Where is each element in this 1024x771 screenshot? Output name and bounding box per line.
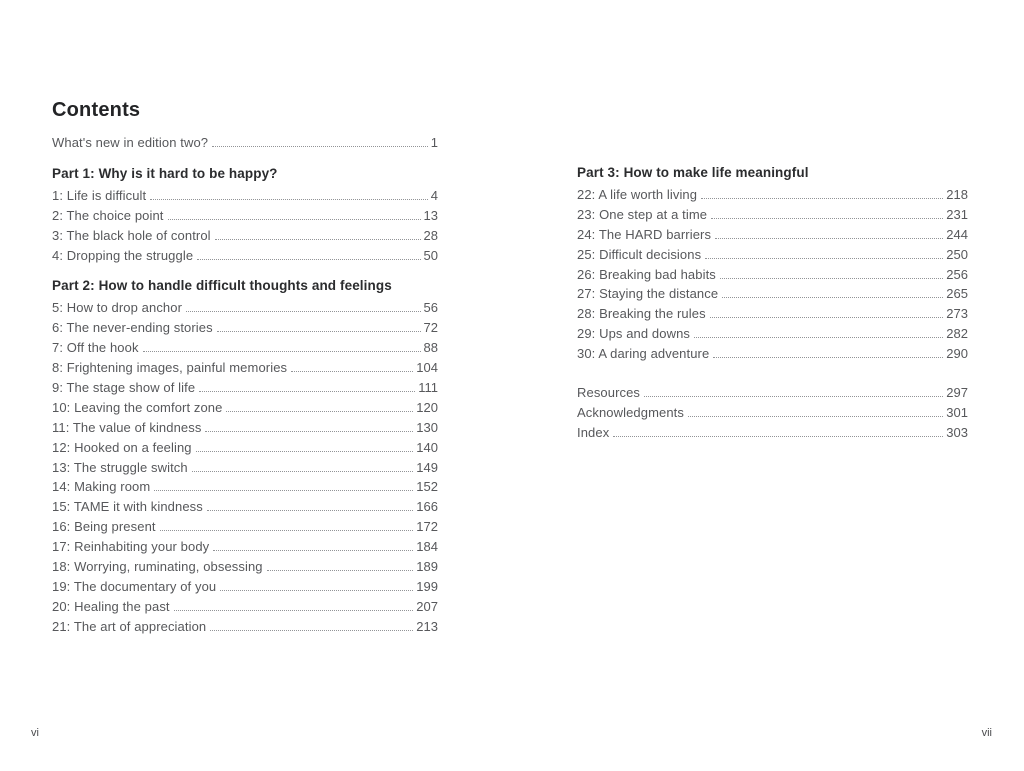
toc-left-sections <box>52 166 438 637</box>
toc-entry-title: 15: TAME it with kindness <box>52 499 203 515</box>
dot-leader <box>705 258 943 259</box>
dot-leader <box>210 630 413 631</box>
toc-entry-page: 213 <box>416 618 438 634</box>
toc-entry <box>52 378 438 398</box>
dot-leader <box>212 146 428 147</box>
toc-entry-page: 1 <box>430 135 438 150</box>
toc-entry-page: 218 <box>946 187 968 202</box>
toc-entry <box>52 246 438 266</box>
toc-entry <box>52 338 438 358</box>
toc-entry-title: 9: The stage show of life <box>52 380 196 396</box>
dot-leader <box>207 510 413 511</box>
toc-entry-page: 172 <box>416 519 438 535</box>
toc-entry-page: 56 <box>423 300 438 316</box>
toc-section <box>52 166 438 266</box>
dot-leader <box>267 570 414 571</box>
toc-entry-page: 273 <box>946 306 968 322</box>
toc-section <box>52 278 438 636</box>
toc-entry <box>577 344 968 364</box>
toc-entry <box>52 438 438 458</box>
dot-leader <box>688 416 943 417</box>
dot-leader <box>701 198 943 199</box>
toc-entry-page: 189 <box>416 559 438 575</box>
toc-entry-title: 17: Reinhabiting your body <box>52 539 210 555</box>
toc-entry <box>577 205 968 225</box>
toc-entry-title: 21: The art of appreciation <box>52 618 207 634</box>
toc-entry-page: 290 <box>946 346 968 362</box>
section-heading: Part 3: How to make life meaningful <box>577 165 809 180</box>
toc-entry-page: 231 <box>946 206 968 222</box>
toc-entry-title: 26: Breaking bad habits <box>577 266 716 282</box>
dot-leader <box>186 311 421 312</box>
dot-leader <box>150 199 428 200</box>
toc-entry-page: 140 <box>416 439 438 455</box>
toc-entry-title: 29: Ups and downs <box>577 326 690 342</box>
toc-entry <box>52 517 438 537</box>
toc-entry-title: 25: Difficult decisions <box>577 246 702 262</box>
toc-front-matter <box>52 133 438 153</box>
toc-entry-title: 13: The struggle switch <box>52 459 188 475</box>
toc-entry <box>577 284 968 304</box>
toc-entry-page: 130 <box>416 419 438 435</box>
dot-leader <box>694 337 943 338</box>
toc-entry <box>52 206 438 226</box>
dot-leader <box>711 218 943 219</box>
toc-entry <box>577 383 968 403</box>
toc-entry-title: What's new in edition two? <box>52 135 209 150</box>
toc-entry-page: 297 <box>946 385 968 401</box>
toc-entry <box>52 226 438 246</box>
toc-entry-title: 23: One step at a time <box>577 206 708 222</box>
dot-leader <box>174 610 414 611</box>
dot-leader <box>291 371 413 372</box>
toc-entry <box>577 225 968 245</box>
dot-leader <box>205 431 413 432</box>
toc-entry-title: 24: The HARD barriers <box>577 226 712 242</box>
toc-entry <box>52 458 438 478</box>
dot-leader <box>154 490 413 491</box>
dot-leader <box>143 351 421 352</box>
dot-leader <box>217 331 421 332</box>
toc-entry-title: 8: Frightening images, painful memories <box>52 360 288 376</box>
section-heading: Part 2: How to handle difficult thoughts and feelings <box>52 278 392 294</box>
toc-entry-page: 152 <box>416 479 438 495</box>
toc-entry-title: Resources <box>577 385 641 401</box>
toc-entry-page: 88 <box>423 340 438 356</box>
toc-entry-title: 7: Off the hook <box>52 340 139 356</box>
toc-entry <box>52 133 438 153</box>
toc-entry-title: 27: Staying the distance <box>577 286 719 302</box>
toc-entry-page: 104 <box>416 360 438 376</box>
toc-entry-title: 11: The value of kindness <box>52 419 202 435</box>
dot-leader <box>713 357 943 358</box>
toc-right-sections <box>577 165 968 364</box>
dot-leader <box>199 391 415 392</box>
dot-leader <box>168 219 421 220</box>
dot-leader <box>715 238 943 239</box>
toc-entry <box>577 265 968 285</box>
toc-entry-title: 30: A daring adventure <box>577 346 710 362</box>
toc-entry <box>52 597 438 617</box>
dot-leader <box>196 451 414 452</box>
dot-leader <box>226 411 413 412</box>
toc-entry-page: 282 <box>946 326 968 342</box>
dot-leader <box>644 396 943 397</box>
toc-entry <box>577 423 968 443</box>
toc-entry-title: 3: The black hole of control <box>52 227 211 243</box>
toc-back-matter <box>577 383 968 443</box>
dot-leader <box>160 530 414 531</box>
toc-entry <box>52 617 438 637</box>
dot-leader <box>215 239 421 240</box>
toc-left-column <box>52 99 438 637</box>
dot-leader <box>192 471 414 472</box>
toc-entry-title: 6: The never-ending stories <box>52 320 213 336</box>
toc-entry-page: 149 <box>416 459 438 475</box>
toc-entry-title: 12: Hooked on a feeling <box>52 439 192 455</box>
toc-entry <box>52 358 438 378</box>
dot-leader <box>722 297 943 298</box>
toc-entry-title: 1: Life is difficult <box>52 187 147 203</box>
toc-entry <box>52 318 438 338</box>
page-number-left: vi <box>31 727 39 739</box>
toc-entry <box>577 245 968 265</box>
toc-entry <box>577 304 968 324</box>
toc-entry-page: 301 <box>946 404 968 420</box>
toc-entry <box>52 298 438 318</box>
toc-entry-page: 207 <box>416 598 438 614</box>
toc-entry-title: 28: Breaking the rules <box>577 306 706 322</box>
toc-entry <box>52 557 438 577</box>
toc-entry-title: 14: Making room <box>52 479 151 495</box>
toc-entry-page: 4 <box>430 187 438 203</box>
toc-entry-page: 28 <box>423 227 438 243</box>
toc-entry-page: 265 <box>946 286 968 302</box>
toc-section <box>577 165 968 364</box>
toc-entry-page: 184 <box>416 539 438 555</box>
toc-entry-page: 120 <box>416 399 438 415</box>
toc-entry-page: 166 <box>416 499 438 515</box>
dot-leader <box>220 590 413 591</box>
toc-entry <box>52 418 438 438</box>
toc-entry <box>577 185 968 205</box>
toc-entry-page: 244 <box>946 226 968 242</box>
toc-entry-title: 5: How to drop anchor <box>52 300 183 316</box>
toc-entry-title: 10: Leaving the comfort zone <box>52 399 223 415</box>
toc-entry-title: 4: Dropping the struggle <box>52 247 194 263</box>
toc-right-column <box>577 165 968 443</box>
toc-entry-page: 250 <box>946 246 968 262</box>
toc-entry-page: 50 <box>423 247 438 263</box>
toc-entry-title: Acknowledgments <box>577 404 684 420</box>
toc-entry-title: Index <box>577 424 610 440</box>
toc-entry <box>52 398 438 418</box>
toc-entry <box>52 537 438 557</box>
section-heading: Part 1: Why is it hard to be happy? <box>52 165 278 181</box>
toc-entry <box>52 577 438 597</box>
toc-entry-page: 13 <box>423 207 438 223</box>
toc-entry <box>577 324 968 344</box>
toc-entry-title: 22: A life worth living <box>577 187 698 202</box>
toc-entry <box>52 497 438 517</box>
dot-leader <box>613 436 943 437</box>
toc-entry-title: 16: Being present <box>52 519 156 535</box>
dot-leader <box>710 317 944 318</box>
toc-entry-title: 20: Healing the past <box>52 598 170 614</box>
toc-entry <box>52 477 438 497</box>
toc-entry-page: 111 <box>418 380 438 396</box>
toc-entry-page: 72 <box>423 320 438 336</box>
page-title: Contents <box>52 99 141 121</box>
toc-entry-title: 19: The documentary of you <box>52 578 217 594</box>
toc-entry <box>52 186 438 206</box>
toc-entry-page: 199 <box>416 578 438 594</box>
dot-leader <box>197 259 420 260</box>
toc-entry-page: 256 <box>946 266 968 282</box>
toc-entry-title: 18: Worrying, ruminating, obsessing <box>52 559 263 575</box>
toc-entry-page: 303 <box>946 424 968 440</box>
toc-entry <box>577 403 968 423</box>
dot-leader <box>720 278 943 279</box>
toc-entry-title: 2: The choice point <box>52 207 164 223</box>
page-number-right: vii <box>981 727 992 739</box>
dot-leader <box>213 550 413 551</box>
